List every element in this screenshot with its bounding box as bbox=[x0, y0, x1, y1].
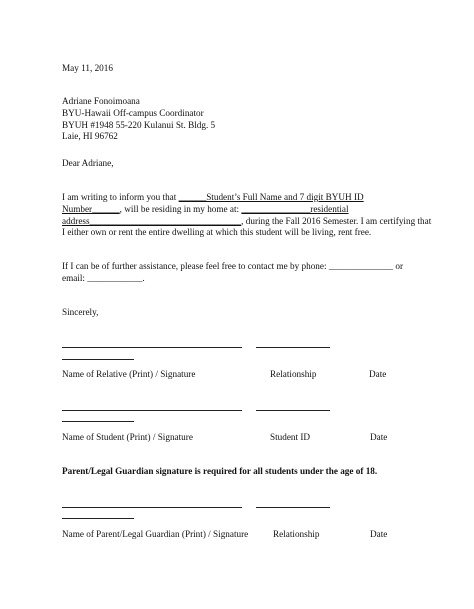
relative-date-line bbox=[62, 359, 134, 360]
guardian-notice: Parent/Legal Guardian signature is required for all students under the age of 18. bbox=[62, 466, 378, 476]
body-text: , during the Fall 2016 Semester. I am certifying that bbox=[241, 216, 432, 226]
relative-signature-line bbox=[62, 347, 242, 348]
student-date-line bbox=[62, 421, 134, 422]
guardian-date-line bbox=[62, 518, 134, 519]
salutation: Dear Adriane, bbox=[62, 158, 114, 168]
student-name-id-blank: ______Student’s Full Name and 7 digit BYUH ID bbox=[178, 192, 364, 202]
address-blank: address_________________________________ bbox=[62, 216, 242, 226]
guardian-relationship-label: Relationship bbox=[273, 529, 320, 539]
contact-line-1: If I can be of further assistance, please feel free to contact me by phone: ______________ or bbox=[62, 261, 404, 271]
relative-date-label: Date bbox=[369, 369, 387, 379]
relative-relationship-label: Relationship bbox=[270, 369, 317, 379]
guardian-relationship-line bbox=[256, 507, 330, 508]
body-line-4: I either own or rent the entire dwelling at which this student will be living, rent free. bbox=[62, 227, 372, 237]
guardian-date-label: Date bbox=[370, 529, 388, 539]
relative-relationship-line bbox=[256, 347, 330, 348]
recipient-name: Adriane Fonoimoana bbox=[62, 96, 140, 106]
recipient-address-line2: Laie, HI 96762 bbox=[62, 131, 118, 141]
closing: Sincerely, bbox=[62, 307, 99, 317]
student-signature-line bbox=[62, 410, 242, 411]
student-id-line bbox=[256, 410, 330, 411]
relative-name-label: Name of Relative (Print) / Signature bbox=[62, 369, 196, 379]
body-line-3 bbox=[62, 217, 431, 226]
body-line-2 bbox=[62, 205, 349, 214]
residential-address-blank: _______________residential bbox=[241, 204, 349, 214]
contact-line-2: email: ____________. bbox=[62, 273, 145, 283]
body-line-1 bbox=[62, 193, 364, 202]
letter-date: May 11, 2016 bbox=[62, 63, 113, 73]
student-date-label: Date bbox=[370, 432, 388, 442]
recipient-title: BYU-Hawaii Off-campus Coordinator bbox=[62, 108, 204, 118]
student-id-label: Student ID bbox=[270, 432, 311, 442]
student-name-label: Name of Student (Print) / Signature bbox=[62, 432, 193, 442]
guardian-signature-line bbox=[62, 507, 242, 508]
recipient-address-line1: BYUH #1948 55-220 Kulanui St. Bldg. 5 bbox=[62, 120, 216, 130]
student-id-number-blank: Number______ bbox=[62, 204, 120, 214]
body-text: , will be residing in my home at: bbox=[119, 204, 242, 214]
guardian-name-label: Name of Parent/Legal Guardian (Print) / Signature bbox=[62, 529, 249, 539]
body-text: I am writing to inform you that bbox=[62, 192, 179, 202]
